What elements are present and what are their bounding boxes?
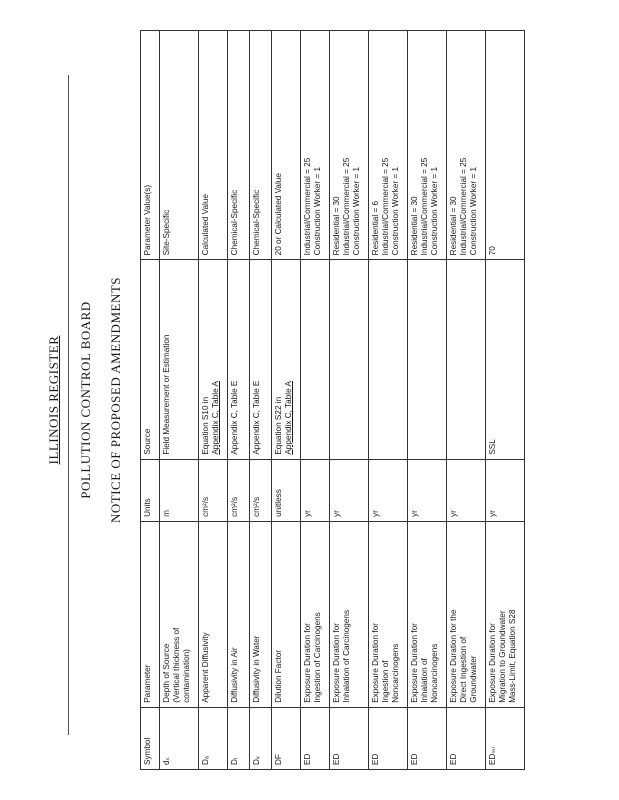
col-symbol: Symbol	[141, 707, 160, 769]
cell-symbol: ED	[408, 707, 447, 769]
cell-source	[301, 260, 330, 459]
table-row	[447, 31, 486, 770]
cell-parameter	[301, 521, 330, 707]
cell-symbol: Dᵥ	[250, 707, 272, 769]
table-row	[408, 31, 447, 770]
cell-values	[447, 31, 486, 260]
cell-symbol: Dᵢ	[228, 707, 250, 769]
cell-source	[330, 260, 369, 459]
notice-title: NOTICE OF PROPOSED AMENDMENTS	[108, 277, 123, 523]
cell-units: cm²/s	[199, 459, 228, 521]
cell-source-line: Field Measurement or Estimation	[162, 334, 171, 455]
cell-source	[408, 260, 447, 459]
cell-values-line: Chemical-Specific	[230, 189, 239, 256]
cell-source-line: Equation S22 in	[274, 396, 283, 455]
cell-values-line: Construction Worker = 1	[351, 166, 361, 256]
register-title: ILLINOIS REGISTER	[46, 335, 61, 465]
cell-parameter	[369, 521, 408, 707]
cell-source	[199, 260, 228, 459]
cell-symbol: EDₘₗ	[486, 707, 525, 769]
cell-parameter-line: Inhalation of Carcinogens	[341, 609, 351, 703]
cell-values-line: Residential = 30	[449, 196, 458, 256]
cell-parameter	[250, 521, 272, 707]
table-row	[250, 31, 272, 770]
col-source: Source	[141, 260, 160, 459]
col-units: Units	[141, 459, 160, 521]
table-row	[160, 31, 199, 770]
col-values: Parameter Value(s)	[141, 31, 160, 260]
cell-source-line: Appendix C, Table A	[210, 381, 220, 455]
cell-symbol: Dₐ	[199, 707, 228, 769]
cell-values	[160, 31, 199, 260]
cell-values-line: Construction Worker = 1	[429, 166, 439, 256]
cell-values-line: Residential = 6	[371, 200, 380, 256]
cell-values	[408, 31, 447, 260]
table-row	[330, 31, 369, 770]
cell-units: yr	[447, 459, 486, 521]
cell-parameter-line: Exposure Duration for	[488, 623, 497, 703]
cell-values	[199, 31, 228, 260]
cell-parameter-line: Diffusivity in Air	[230, 647, 239, 703]
cell-values-line: Industrial/Commercial = 25	[341, 157, 351, 256]
cell-parameter-line: Groundwater	[468, 655, 478, 703]
cell-source	[272, 260, 301, 459]
cell-parameter-line: Exposure Duration for the	[449, 609, 458, 703]
cell-symbol: DF	[272, 707, 301, 769]
table-row	[228, 31, 250, 770]
cell-parameter-line: Exposure Duration for	[332, 623, 341, 703]
cell-source	[486, 260, 525, 459]
cell-source	[447, 260, 486, 459]
cell-parameter	[228, 521, 250, 707]
header-rule	[68, 75, 69, 735]
parameter-table	[140, 30, 525, 770]
cell-parameter	[486, 521, 525, 707]
cell-units: m	[160, 459, 199, 521]
cell-source	[369, 260, 408, 459]
cell-symbol: ED	[447, 707, 486, 769]
cell-parameter-line: Noncarcinogens	[429, 643, 439, 703]
cell-source	[160, 260, 199, 459]
cell-parameter-line: Diffusivity in Water	[252, 635, 261, 703]
cell-values-line: Industrial/Commercial = 25	[458, 157, 468, 256]
cell-parameter-line: (Vertical thickness of	[171, 627, 181, 703]
cell-parameter-line: Mass-Limit, Equation S28	[507, 609, 517, 703]
table-row	[199, 31, 228, 770]
cell-values	[228, 31, 250, 260]
cell-parameter-line: Exposure Duration for	[303, 623, 312, 703]
cell-values-line: Residential = 30	[410, 196, 419, 256]
cell-values-line: Industrial/Commercial = 25	[419, 157, 429, 256]
cell-source-line: Equation S10 in	[201, 396, 210, 455]
cell-parameter-line: Ingestion of Carcinogens	[312, 612, 322, 703]
cell-parameter	[447, 521, 486, 707]
cell-values-line: Construction Worker = 1	[312, 166, 322, 256]
table-header-row	[141, 31, 160, 770]
cell-values-line: Construction Worker = 1	[390, 166, 400, 256]
cell-parameter-line: Noncarcinogens	[390, 643, 400, 703]
cell-source-line: Appendix C, Table A	[283, 381, 293, 455]
table-row	[272, 31, 301, 770]
cell-units: yr	[330, 459, 369, 521]
cell-source-line: SSL	[488, 439, 497, 455]
cell-parameter	[272, 521, 301, 707]
cell-units: yr	[301, 459, 330, 521]
table-row	[369, 31, 408, 770]
cell-values	[330, 31, 369, 260]
cell-parameter-line: Exposure Duration for	[410, 623, 419, 703]
cell-values-line: Industrial/Commercial = 25	[380, 157, 390, 256]
cell-units: cm²/s	[228, 459, 250, 521]
cell-parameter-line: Dilution Factor	[274, 650, 283, 703]
cell-parameter	[408, 521, 447, 707]
cell-source	[250, 260, 272, 459]
cell-units: cm²/s	[250, 459, 272, 521]
cell-values-line: Site-Specific	[162, 209, 171, 256]
cell-values-line: Industrial/Commercial = 25	[303, 157, 312, 256]
cell-symbol: dₛ	[160, 707, 199, 769]
col-parameter: Parameter	[141, 521, 160, 707]
cell-units: yr	[369, 459, 408, 521]
cell-parameter-line: Migration to Groundwater	[497, 610, 507, 703]
cell-values-line: Calculated Value	[201, 194, 210, 256]
table-body	[160, 31, 525, 770]
cell-units: yr	[486, 459, 525, 521]
cell-values	[301, 31, 330, 260]
cell-units: yr	[408, 459, 447, 521]
cell-parameter-line: Depth of Source	[162, 643, 171, 703]
cell-values-line: 70	[488, 246, 497, 256]
cell-source	[228, 260, 250, 459]
cell-symbol: ED	[330, 707, 369, 769]
cell-parameter-line: contamination)	[181, 649, 191, 703]
cell-source-line: Appendix C, Table E	[230, 380, 239, 455]
table-row	[301, 31, 330, 770]
cell-symbol: ED	[301, 707, 330, 769]
board-title: POLLUTION CONTROL BOARD	[78, 301, 93, 499]
cell-values	[369, 31, 408, 260]
cell-values-line: Chemical-Specific	[252, 189, 261, 256]
cell-source-line: Appendix C, Table E	[252, 380, 261, 455]
cell-parameter-line: Ingestion of	[380, 660, 390, 703]
table-row	[486, 31, 525, 770]
cell-values-line: Residential = 30	[332, 196, 341, 256]
cell-symbol: ED	[369, 707, 408, 769]
cell-values-line: 20 or Calculated Value	[274, 173, 283, 256]
cell-values	[486, 31, 525, 260]
cell-values	[250, 31, 272, 260]
cell-parameter-line: Inhalation of	[419, 658, 429, 703]
cell-parameter	[199, 521, 228, 707]
cell-parameter-line: Apparent Diffusivity	[201, 632, 210, 703]
cell-parameter	[330, 521, 369, 707]
cell-parameter	[160, 521, 199, 707]
cell-parameter-line: Direct Ingestion of	[458, 636, 468, 703]
cell-values	[272, 31, 301, 260]
cell-parameter-line: Exposure Duration for	[371, 623, 380, 703]
cell-units: unitless	[272, 459, 301, 521]
cell-values-line: Construction Worker = 1	[468, 166, 478, 256]
